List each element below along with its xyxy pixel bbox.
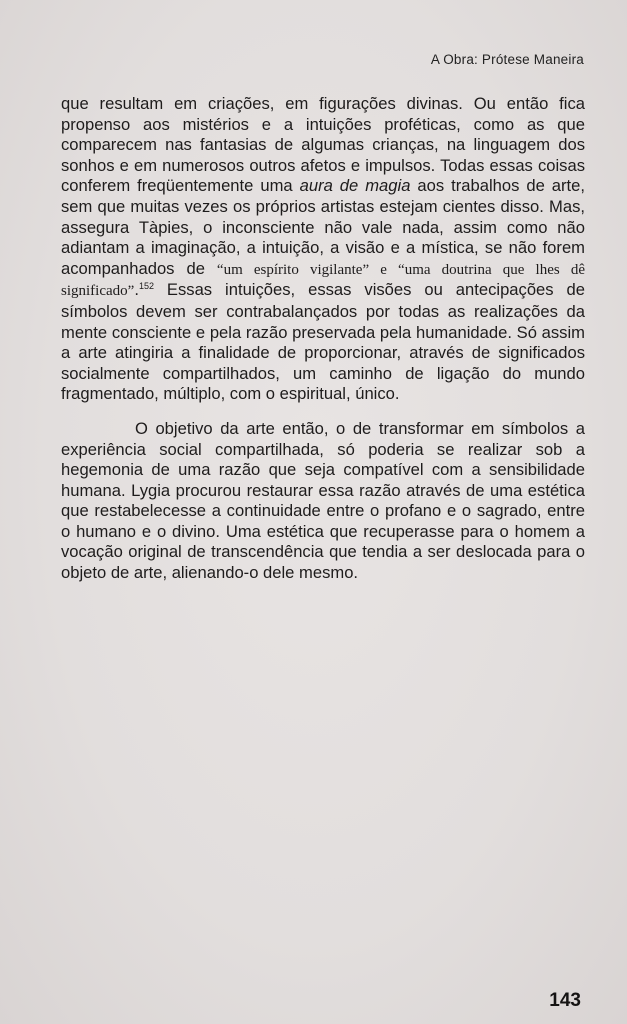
quote-doctrine: “uma doutrina que lhes dê significado” (61, 261, 585, 300)
body-text (61, 94, 585, 584)
running-header: A Obra: Prótese Maneira (430, 52, 584, 67)
quote-connector: e (369, 261, 399, 278)
footnote-marker: 152 (138, 281, 154, 292)
paragraph-2: O objetivo da arte então, o de transformar em símbolos a experiência social compartilhada, só poderia se realizar sob a hegemonia de uma razão que seja compatível com a sensibilidade humana. Lygia procurou restaurar essa razão através de uma estética que restabelecesse a continuidade entre o profano e o sagrado, entre o humano e o divino. Uma estética que recuperasse para o homem a vocação original de transcendência que tendia a ser deslocada para o objeto de arte, alienando-o dele mesmo. (61, 418, 585, 583)
paragraph-1-text-b: aos trabalhos de arte, sem que muitas vezes os próprios artistas estejam cientes disso. Mas, assegura Tàpies, o inconsciente não vale nada, assim como não adiantam a imaginação, a intuição, a visão e a mística, se não forem acompanhados de (61, 176, 585, 278)
quote-vigilant-spirit: “um espírito vigilante” (216, 261, 370, 278)
paragraph-1-text-c: Essas intuições, essas visões ou antecipações de símbolos devem ser contrabalançados por todas as realizações da mente consciente e pela razão preservada pela humanidade. Só assim a arte atingiria a finalidade de proporcionar, através de significados socialmente compartilhados, um caminho de ligação do mundo fragmentado, múltiplo, com o espiritual, único. (61, 280, 585, 404)
italic-phrase: aura de magia (299, 176, 411, 196)
paragraph-1 (61, 94, 585, 405)
paragraph-1-text-a: que resultam em criações, em figurações divinas. Ou então fica propenso aos mistérios e a intuições proféticas, como as que comparecem nas fantasias de algumas crianças, na linguagem dos sonhos e em numerosos outros afetos e impulsos. Todas essas coisas conferem freqüentemente uma (61, 94, 585, 196)
page-number: 143 (549, 990, 581, 1011)
quote-period: . (134, 280, 139, 300)
